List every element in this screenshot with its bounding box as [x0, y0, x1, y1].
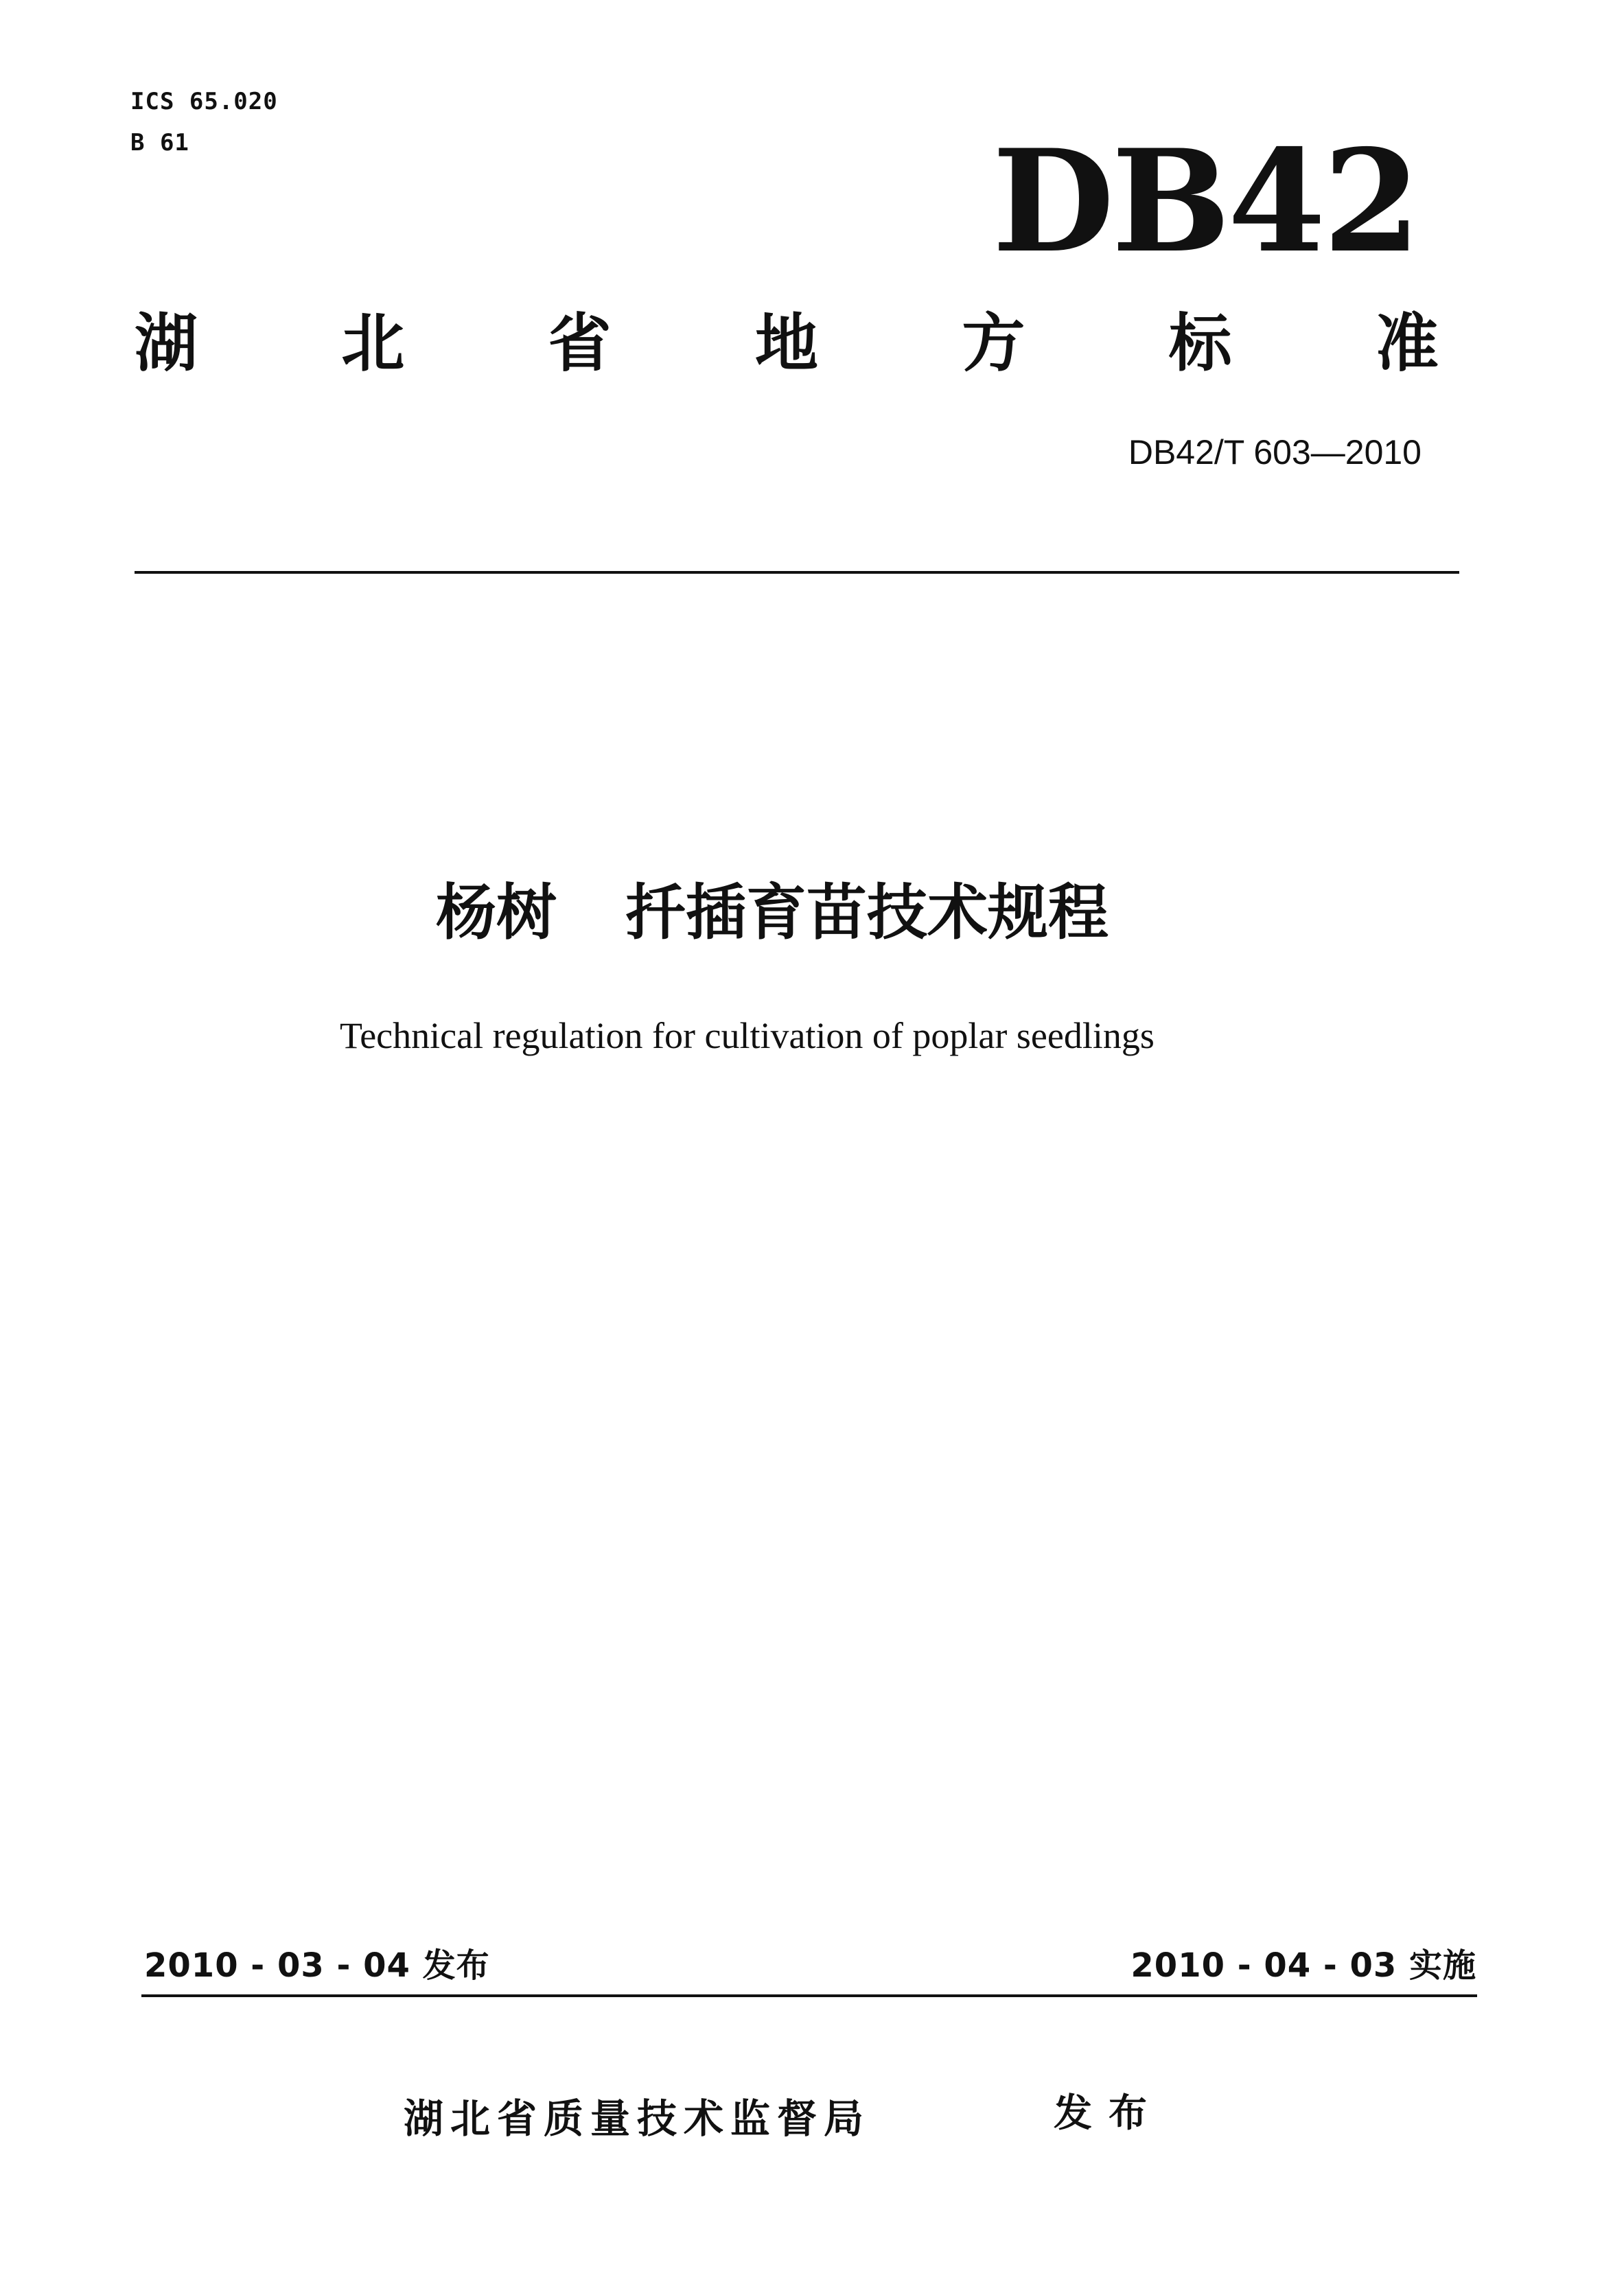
document-title-cn	[0, 877, 1544, 948]
header-divider	[135, 571, 1459, 574]
standard-type-char: 标	[1168, 307, 1232, 380]
publisher-name: 湖北省质量技术监督局	[404, 2095, 871, 2142]
title-cn-part2: 扦插育苗技术规程	[625, 877, 1109, 948]
document-title-en: Technical regulation for cultivation of poplar seedlings	[340, 1015, 1155, 1056]
publish-label: 发布	[1054, 2091, 1163, 2136]
standard-type-char: 湖	[135, 307, 198, 380]
title-cn-part1: 杨树	[435, 877, 557, 948]
implementation-date: 2010 - 04 - 03 实施	[1130, 1946, 1476, 1985]
standard-type-char: 地	[754, 307, 818, 380]
standard-type-char: 方	[962, 307, 1025, 380]
standard-type-char: 北	[341, 307, 405, 380]
ccs-code: B 61	[130, 129, 189, 156]
standard-type-char: 准	[1375, 307, 1439, 380]
ics-code: ICS 65.020	[130, 88, 278, 115]
issue-date: 2010 - 03 - 04 发布	[144, 1946, 490, 1985]
standard-logo: DB42	[992, 119, 1418, 284]
standard-number: DB42/T 603—2010	[1128, 433, 1422, 471]
standard-type-char: 省	[548, 307, 612, 380]
footer-divider	[141, 1994, 1477, 1997]
standard-type-title	[135, 307, 1439, 380]
